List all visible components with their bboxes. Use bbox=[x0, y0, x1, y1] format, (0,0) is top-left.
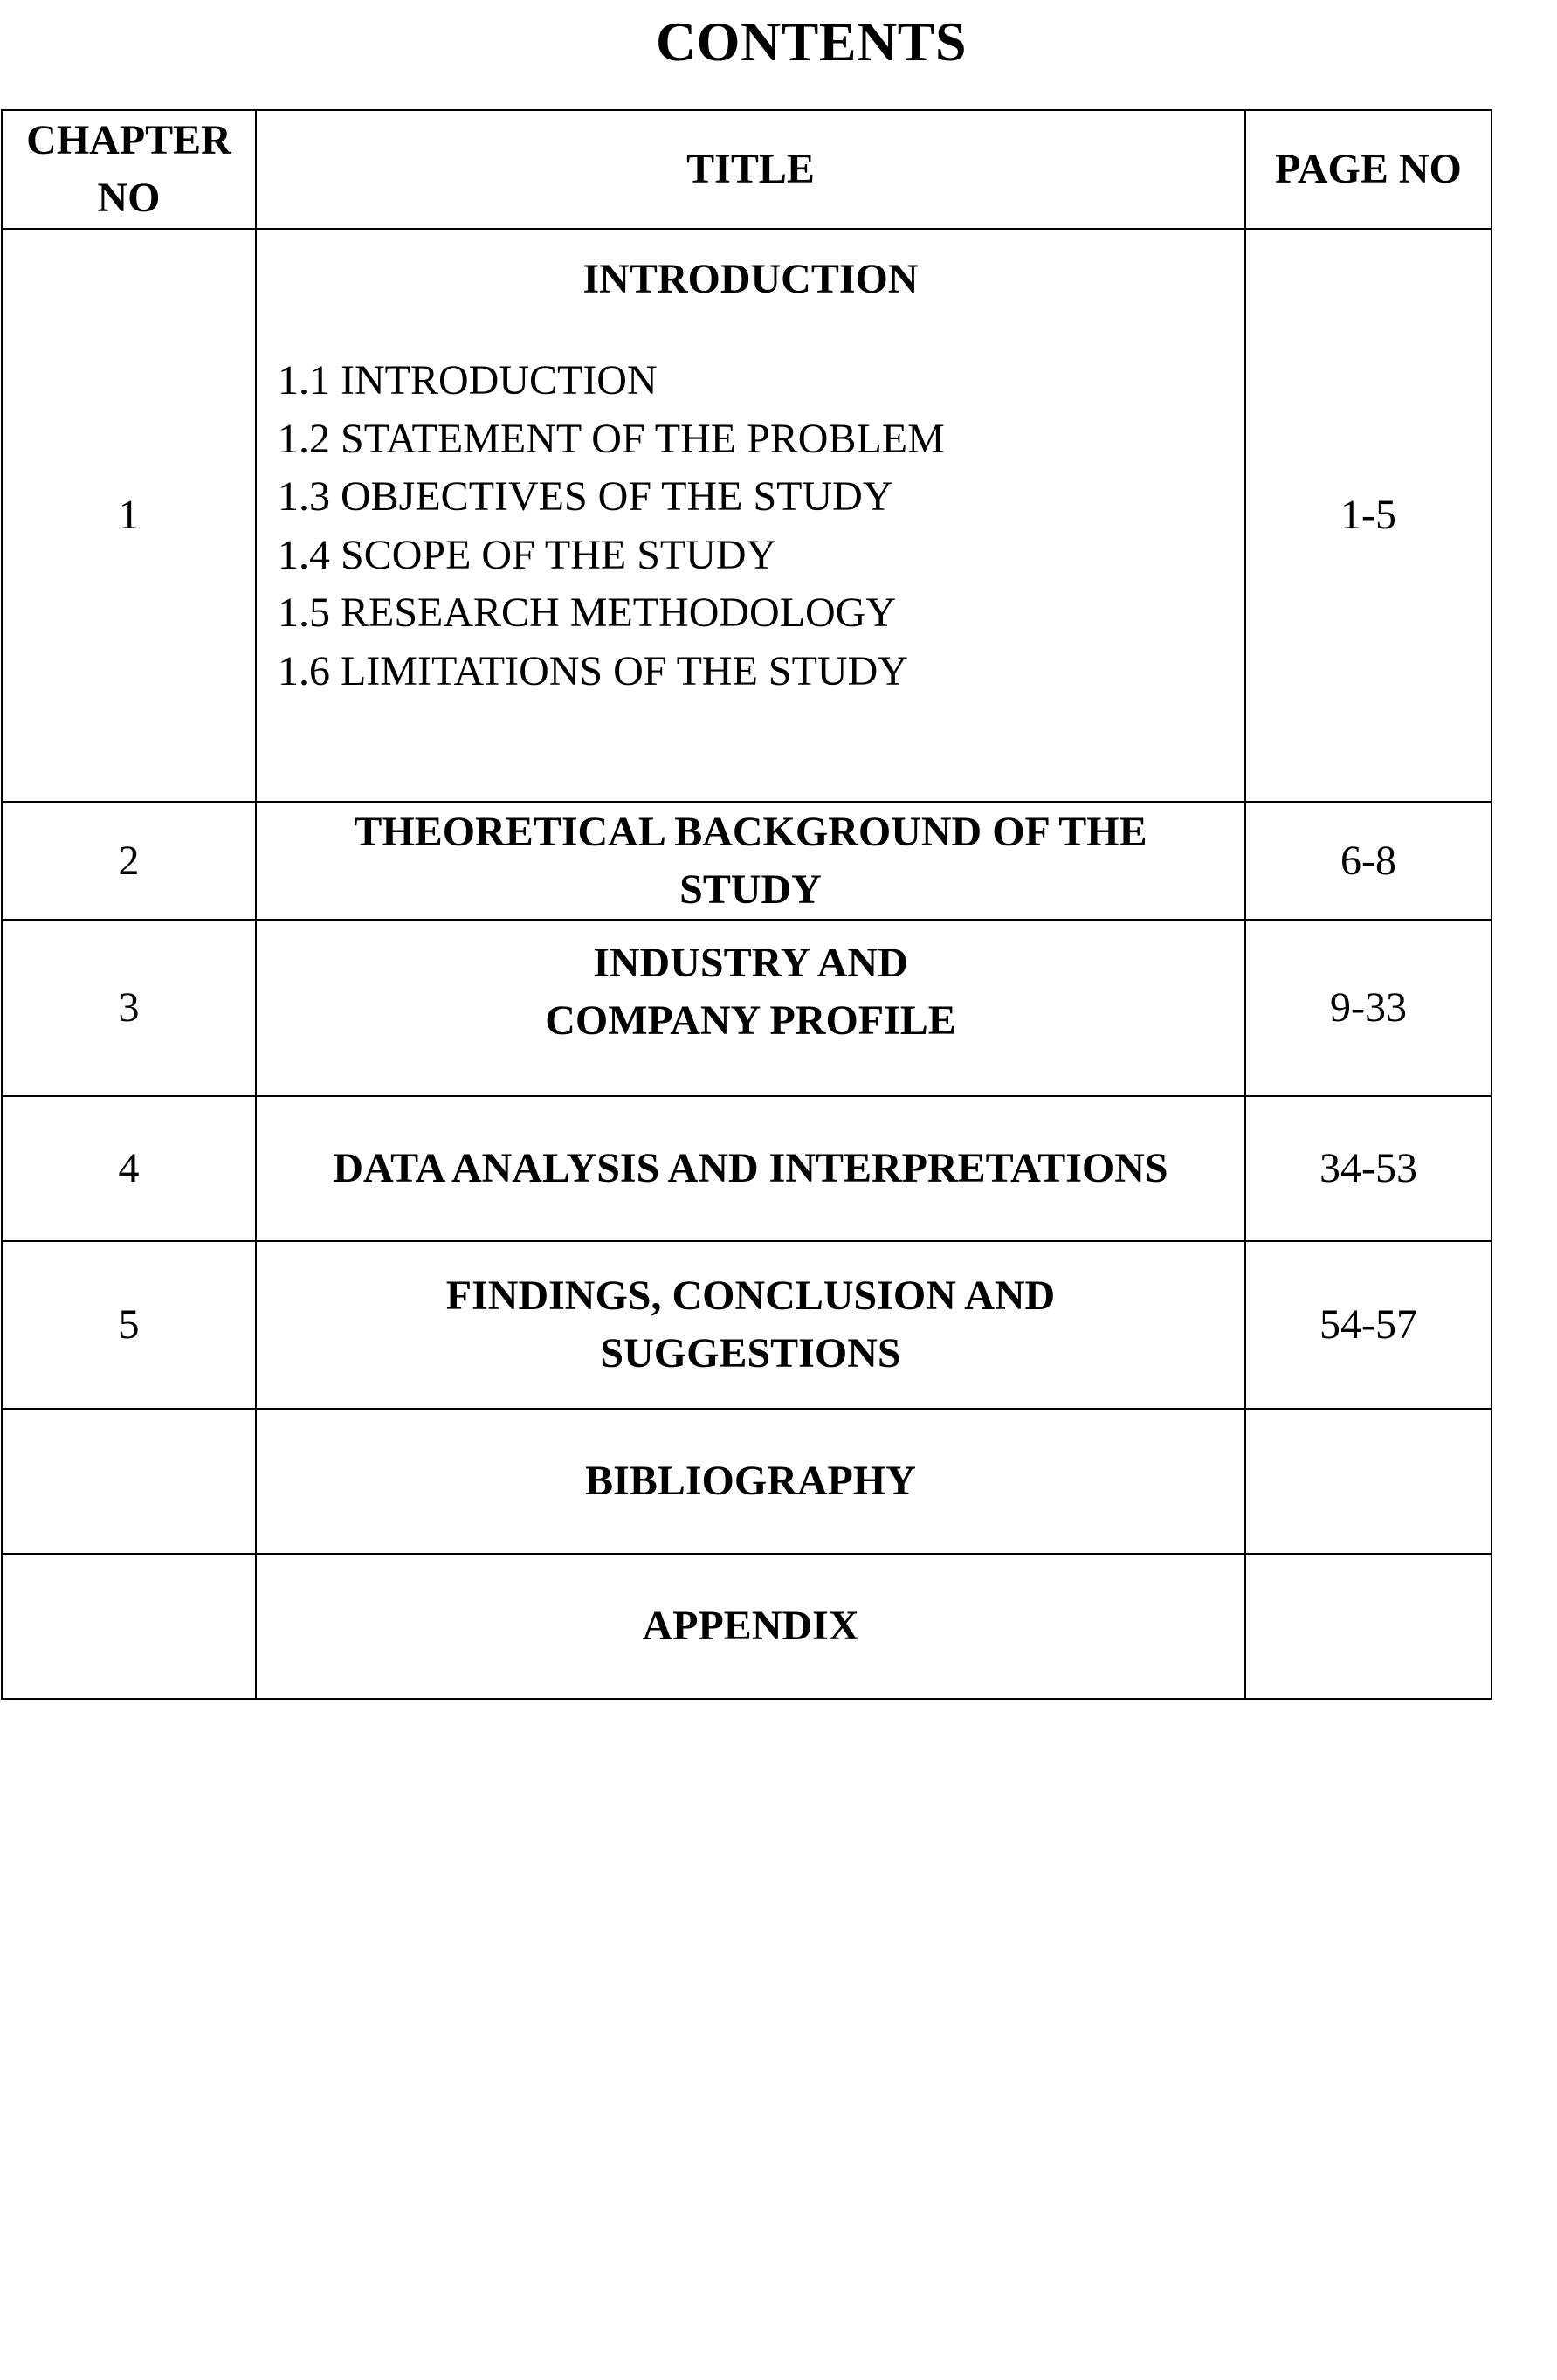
table-row bbox=[2, 1241, 1492, 1409]
page-range: 9-33 bbox=[1245, 920, 1492, 1096]
list-item: 1.5 RESEARCH METHODOLOGY bbox=[278, 590, 896, 636]
list-item: 1.3 OBJECTIVES OF THE STUDY bbox=[278, 473, 893, 520]
table-row bbox=[2, 229, 1492, 802]
chapter-number: 2 bbox=[2, 802, 256, 920]
chapter-title-cell bbox=[256, 1554, 1245, 1699]
chapter-title-cell bbox=[256, 1241, 1245, 1409]
table-row bbox=[2, 1554, 1492, 1699]
header-page-no: PAGE NO bbox=[1245, 110, 1492, 229]
chapter-number: 3 bbox=[2, 920, 256, 1096]
chapter-title: APPENDIX bbox=[642, 1603, 859, 1649]
list-item: 1.6 LIMITATIONS OF THE STUDY bbox=[278, 647, 908, 694]
chapter-title: INTRODUCTION bbox=[582, 256, 919, 302]
chapter-title: BIBLIOGRAPHY bbox=[585, 1458, 916, 1504]
subsection-list bbox=[257, 352, 1244, 700]
list-item: 1.1 INTRODUCTION bbox=[278, 357, 658, 404]
table-row bbox=[2, 920, 1492, 1096]
table-row bbox=[2, 802, 1492, 920]
page-title: CONTENTS bbox=[655, 10, 968, 72]
header-chapter-no: CHAPTER NO bbox=[2, 110, 256, 229]
chapter-number: 5 bbox=[2, 1241, 256, 1409]
chapter-number bbox=[2, 1409, 256, 1554]
page-range: 54-57 bbox=[1245, 1241, 1492, 1409]
chapter-title-cell bbox=[256, 1409, 1245, 1554]
page-range bbox=[1245, 1554, 1492, 1699]
header-title: TITLE bbox=[256, 110, 1245, 229]
chapter-title-cell bbox=[256, 920, 1245, 1096]
page-range: 34-53 bbox=[1245, 1096, 1492, 1241]
chapter-title: INDUSTRY AND COMPANY PROFILE bbox=[545, 940, 956, 1044]
chapter-number: 1 bbox=[2, 229, 256, 802]
list-item: 1.2 STATEMENT OF THE PROBLEM bbox=[278, 415, 945, 462]
page-range bbox=[1245, 1409, 1492, 1554]
contents-table bbox=[1, 109, 1492, 1700]
table-header-row bbox=[2, 110, 1492, 229]
chapter-title: FINDINGS, CONCLUSION AND SUGGESTIONS bbox=[445, 1273, 1056, 1376]
table-row bbox=[2, 1409, 1492, 1554]
page-range: 1-5 bbox=[1245, 229, 1492, 802]
chapter-title: DATA ANALYSIS AND INTERPRETATIONS bbox=[333, 1145, 1168, 1191]
chapter-title-cell bbox=[256, 802, 1245, 920]
chapter-number bbox=[2, 1554, 256, 1699]
page-range: 6-8 bbox=[1245, 802, 1492, 920]
chapter-title: THEORETICAL BACKGROUND OF THE STUDY bbox=[354, 808, 1147, 913]
chapter-number: 4 bbox=[2, 1096, 256, 1241]
chapter-title-cell bbox=[256, 229, 1245, 802]
table-row bbox=[2, 1096, 1492, 1241]
chapter-title-cell bbox=[256, 1096, 1245, 1241]
list-item: 1.4 SCOPE OF THE STUDY bbox=[278, 531, 777, 578]
